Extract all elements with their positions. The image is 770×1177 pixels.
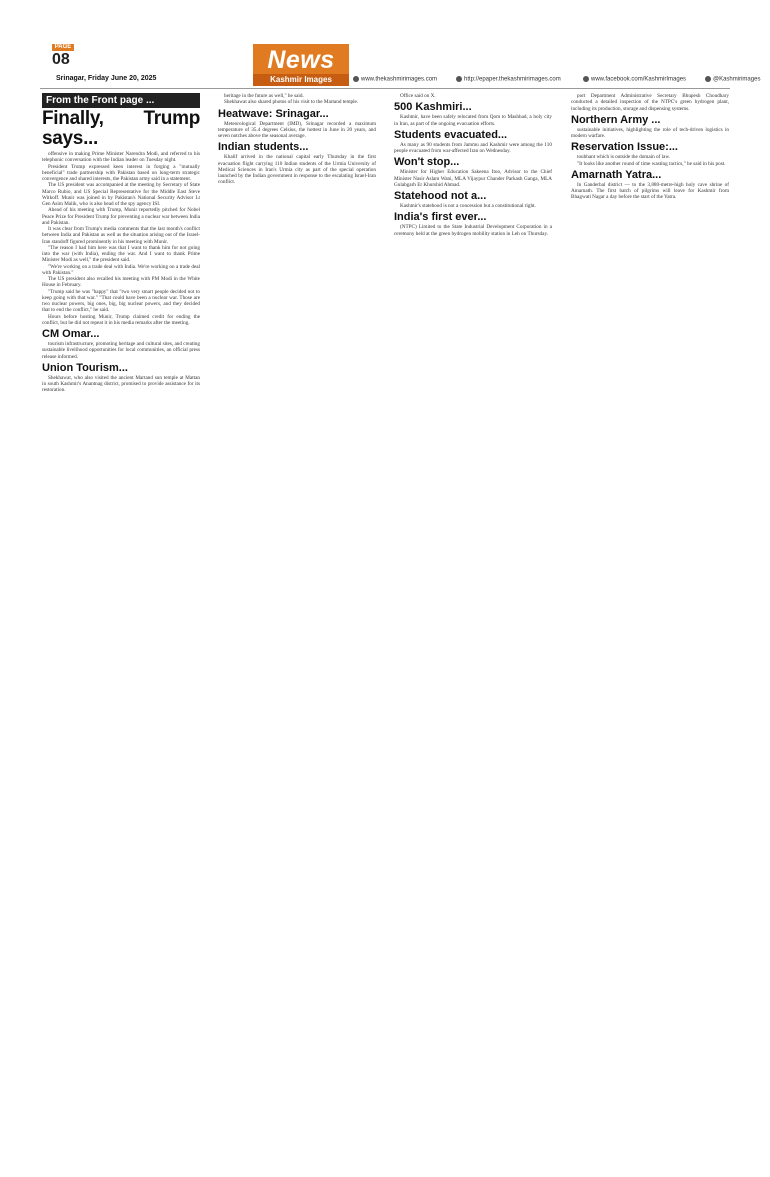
paragraph: Kashmir, have been safely relocated from Qom to Mashhad, a holy city in Iran, as part of the ongoing evacuation efforts. xyxy=(394,114,552,127)
page-label: PAGE xyxy=(52,44,74,51)
twitter-link[interactable]: @Kashmirimages xyxy=(705,76,760,83)
facebook-link[interactable]: www.facebook.com/KashmirImages xyxy=(583,76,686,83)
paragraph: The US president was accompanied at the meeting by Secretary of State Marco Rubio, and US Special Representative for the Middle East Steve Witkoff. Munir was joined in by Pakistan's National Security Advisor Lt Gen Asim Malik, who is also head of the spy agency ISI. xyxy=(42,182,200,207)
page-number: 08 xyxy=(52,51,70,68)
epaper-link[interactable]: http://epaper.thekashmirimages.com xyxy=(456,76,561,83)
paragraph: Shekhawat also shared photos of his visit to the Martand temple. xyxy=(224,99,359,106)
paragraph: The US president also recalled his meeting with PM Modi in the White House in February. xyxy=(42,276,200,289)
paragraph: sustainable initiatives, highlighting the role of tech-driven logistics in modern warfare. xyxy=(571,126,729,139)
paragraph: President Trump expressed keen interest in forging a "mutually beneficial" trade partnership with Pakistan based on long-term strategic convergence and shared interests, the Pakistan army said in a statement. xyxy=(42,163,200,182)
website-link[interactable]: www.thekashmirimages.com xyxy=(353,76,437,83)
globe-icon xyxy=(353,76,359,82)
headline: CM Omar... xyxy=(42,328,100,340)
paragraph: heritage in the future as well," he said. xyxy=(224,93,304,99)
paragraph: "We're working on a trade deal with India. We're working on a trade deal with Pakistan." xyxy=(42,263,200,276)
paragraph: It was clear from Trump's media comments that the last month's conflict between India and Pakistan as well as the situation arising out of the Israel-Iran standoff figured prominently in his meeting with Munir. xyxy=(42,226,200,245)
paragraph: Meteorological Department (IMD), Srinagar recorded a maximum temperature of 35.4 degrees Celsius, the hottest in June in 20 years, and seven notches above the seasonal average. xyxy=(218,120,376,139)
headline: Reservation Issue:... xyxy=(571,141,678,154)
newspaper-icon xyxy=(456,76,462,82)
brand-title: News xyxy=(267,46,335,74)
headline: Heatwave: Srinagar... xyxy=(218,107,329,120)
paragraph: Ahead of his meeting with Trump, Munir reportedly pitched for Nobel Peace Prize for President Trump for preventing a nuclear war between India and Pakistan. xyxy=(42,207,200,226)
paragraph: Khalif arrived in the national capital early Thursday in the first evacuation flight carrying 110 Indian students of the Urmia University of Medical Sciences in Iran's Urmia city as part of the special operation launched by the Indian government in response to the escalating Israel-Iran conflict. xyxy=(218,154,376,186)
paragraph: tourism infrastructure, promoting heritage and cultural sites, and creating sustainable livelihood opportunities for local communities, an official press release informed. xyxy=(42,341,200,360)
column-3 xyxy=(394,93,552,237)
headline: Statehood not a... xyxy=(394,190,487,202)
date-line: Srinagar, Friday June 20, 2025 xyxy=(56,75,157,82)
brand-subtitle: Kashmir Images xyxy=(253,74,349,86)
lead-headline: Finally, Trump says... xyxy=(42,108,200,149)
masthead xyxy=(0,0,770,84)
paragraph: Kashmir's statehood is not a concession but a constitutional right. xyxy=(400,203,536,209)
paragraph: Office said on X. xyxy=(400,93,436,99)
twitter-icon xyxy=(705,76,711,82)
column-1 xyxy=(42,93,200,394)
headline: Students evacuated... xyxy=(394,128,508,141)
paragraph: "Trump said he was "happy" that "two very smart people decided not to keep going with that war." "That could have been a nuclear war. Those are two nuclear powers, big ones, big, big nuclear powers, and they decided that to end the conflict," he said. xyxy=(42,288,200,314)
paragraph: "It looks like another round of time wasting tactics," he said in his post. xyxy=(577,160,726,167)
headline: Union Tourism... xyxy=(42,361,128,374)
headline: India's first ever... xyxy=(394,211,487,224)
header-rule xyxy=(40,88,730,89)
paragraph: (NTPC) Limited to the State Industrial Development Corporation in a ceremony held at the green hydrogen mobility station in Leh on Thursday. xyxy=(394,224,552,237)
headline: Indian students... xyxy=(218,141,309,154)
headline: Amarnath Yatra... xyxy=(571,168,662,181)
paragraph: In Ganderbal district — to the 3,880-metre-high holy cave shrine of Amarnath. The first batch of pilgrims will leave for Kashmir from Bhagwati Nagar a day before the start of the Yatra. xyxy=(571,181,729,201)
paragraph: "The reason I had him here was that I want to thank him for not going into the war (with India), ending the war. And I want to thank Prime Minister Modi as well," the president said. xyxy=(42,244,200,264)
paragraph: Minister for Higher Education Sakeena Itoo, Advisor to the Chief Minister Nasir Aslam Wani, MLA Vijaypur Chander Parkash Ganga, MLA Gulabgarh Er Khurshid Ahmad. xyxy=(394,169,552,188)
paragraph: offensive in making Prime Minister Narendra Modi, and referred to his telephonic conversation with the Indian leader on Tuesday night. xyxy=(42,151,200,164)
column-4 xyxy=(571,93,729,201)
facebook-icon xyxy=(583,76,589,82)
headline: Won't stop... xyxy=(394,156,460,169)
headline: Northern Army ... xyxy=(571,113,661,126)
paragraph: toubhant which is outside the domain of law. xyxy=(577,154,671,161)
paragraph: Shekhawat, who also visited the ancient Martand sun temple at Mattan in south Kashmir's Anantnag district, promised to provide assistance for its restoration. xyxy=(42,374,200,394)
headline: 500 Kashmiri... xyxy=(394,101,472,114)
paragraph: port Department Administrative Secretary Bhupesh Choudhary conducted a detailed inspection of the NTPC's green hydrogen plant, including its production, storage and dispensing systems. xyxy=(571,93,729,112)
paragraph: As many as 90 students from Jammu and Kashmir were among the 110 people evacuated from war-affected Iran on Wednesday. xyxy=(394,141,552,154)
paragraph: Hours before hosting Munir, Trump claimed credit for ending the conflict, but he did not repeat it in his media remarks after the meeting. xyxy=(42,313,200,326)
section-brand xyxy=(253,44,349,86)
kicker: From the Front page ... xyxy=(42,93,200,108)
column-2 xyxy=(218,93,376,186)
